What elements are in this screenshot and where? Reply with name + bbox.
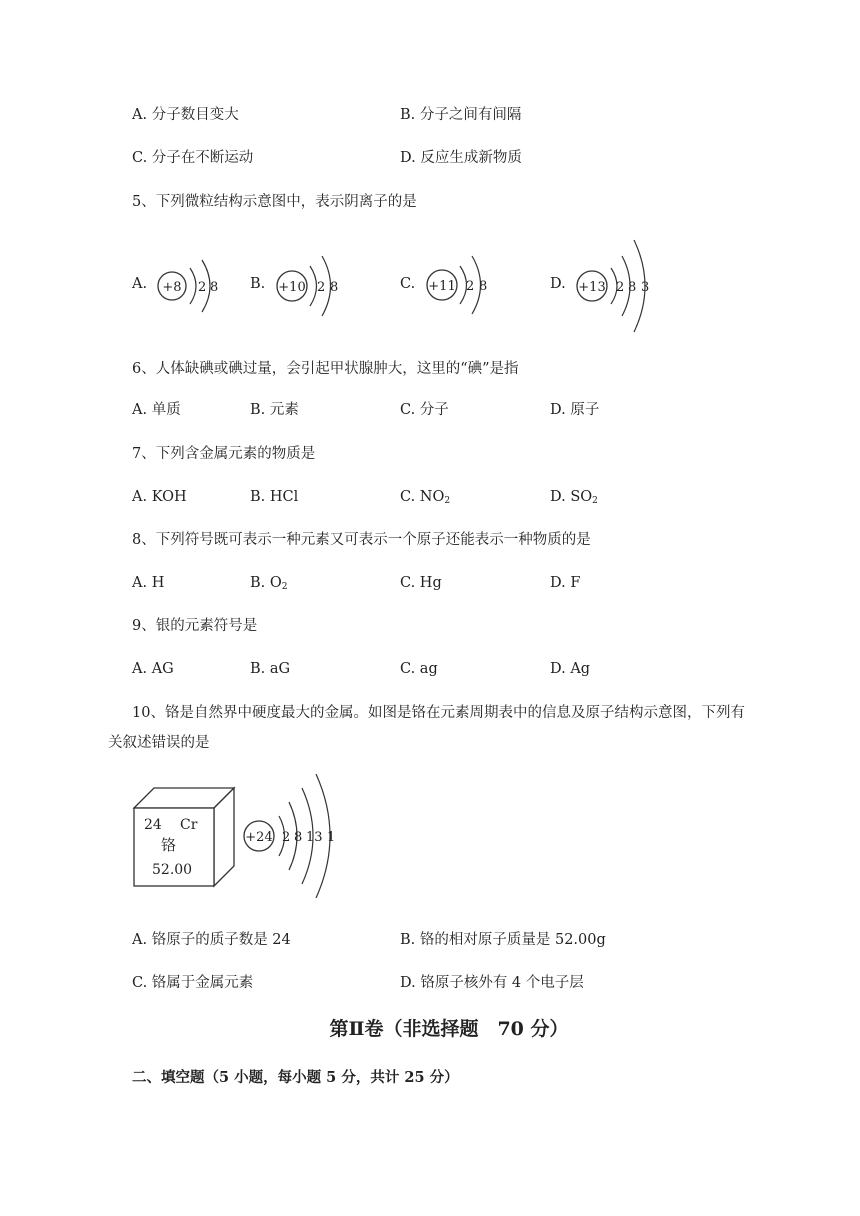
shell-1-count: 2	[198, 280, 207, 295]
electron-shell-1	[190, 268, 196, 304]
atomic-number: 24	[144, 817, 162, 833]
q8-option-d: D. F	[550, 575, 581, 591]
nucleus-charge: +8	[162, 280, 182, 295]
q5-option-c-letter: C.	[400, 276, 416, 292]
q4-option-d: D. 反应生成新物质	[400, 150, 522, 166]
q7-stem: 7、下列含金属元素的物质是	[132, 446, 316, 462]
q5-option-d-diagram	[574, 234, 664, 342]
q10-option-d: D. 铬原子核外有 4 个电子层	[400, 975, 584, 991]
q10-stem-line2: 关叙述错误的是	[108, 735, 210, 751]
q6-option-b: B. 元素	[250, 402, 299, 418]
q5-option-b-diagram	[272, 250, 352, 326]
q5-option-d-letter: D.	[550, 276, 566, 292]
nucleus-charge: +11	[428, 279, 456, 294]
q8-option-b-text: B. O	[250, 575, 282, 591]
shell-1-count: 2	[616, 280, 625, 295]
q5-option-c-diagram	[422, 250, 502, 326]
q4-option-b: B. 分子之间有间隔	[400, 107, 522, 123]
shell-3-count: 13	[306, 830, 323, 845]
q7-option-d-subscript: 2	[592, 496, 598, 506]
q8-option-c: C. Hg	[400, 575, 442, 591]
q7-option-a: A. KOH	[132, 489, 187, 505]
q10-stem-line1: 10、铬是自然界中硬度最大的金属。如图是铬在元素周期表中的信息及原子结构示意图，下列有	[132, 705, 745, 721]
q9-option-c: C. ag	[400, 661, 438, 677]
q8-option-a: A. H	[132, 575, 165, 591]
q7-option-c-subscript: 2	[444, 496, 451, 506]
shell-1-count: 2	[317, 280, 326, 295]
electron-shell-1	[310, 266, 317, 306]
shell-2-count: 8	[628, 280, 637, 295]
q10-option-c: C. 铬属于金属元素	[132, 975, 254, 991]
q4-option-a: A. 分子数目变大	[132, 107, 239, 123]
q10-option-b: B. 铬的相对原子质量是 52.00g	[400, 932, 606, 948]
q6-stem: 6、人体缺碘或碘过量，会引起甲状腺肿大，这里的“碘”是指	[132, 361, 519, 377]
shell-1-count: 2	[466, 279, 475, 294]
q8-option-b	[250, 573, 288, 597]
nucleus-charge: +10	[278, 280, 306, 295]
shell-1-count: 2	[282, 830, 291, 845]
q7-option-b: B. HCl	[250, 489, 299, 505]
q6-option-c: C. 分子	[400, 402, 449, 418]
part-2-heading: 二、填空题（5 小题，每小题 5 分，共计 25 分）	[132, 1069, 459, 1086]
q4-option-c: C. 分子在不断运动	[132, 150, 254, 166]
shell-2-count: 8	[294, 830, 303, 845]
nucleus-charge: +24	[245, 830, 273, 845]
q8-stem: 8、下列符号既可表示一种元素又可表示一个原子还能表示一种物质的是	[132, 532, 591, 548]
shell-2-count: 8	[479, 279, 488, 294]
q7-option-c-text: C. NO	[400, 489, 445, 505]
q7-option-c	[400, 487, 450, 511]
q9-option-b: B. aG	[250, 661, 291, 677]
cr-atom-diagram	[242, 770, 352, 906]
q9-option-d: D. Ag	[550, 661, 591, 677]
shell-2-count: 8	[330, 280, 339, 295]
shell-4-count: 1	[327, 830, 336, 845]
q6-option-d: D. 原子	[550, 402, 600, 418]
shell-2-count: 8	[210, 280, 219, 295]
q5-option-b-letter: B.	[250, 276, 266, 292]
section-2-title: 第Ⅱ卷（非选择题 70 分）	[329, 1018, 569, 1040]
q7-option-d	[550, 487, 598, 511]
element-symbol: Cr	[180, 817, 198, 833]
q5-option-a-letter: A.	[132, 276, 148, 292]
q6-option-a: A. 单质	[132, 402, 181, 418]
shell-3-count: 3	[641, 280, 650, 295]
q9-option-a: A. AG	[132, 661, 174, 677]
q9-stem: 9、银的元素符号是	[132, 618, 258, 634]
q7-option-d-text: D. SO	[550, 489, 593, 505]
q5-option-a-diagram	[154, 252, 234, 326]
q8-option-b-subscript: 2	[281, 582, 288, 592]
atomic-mass: 52.00	[152, 862, 193, 878]
nucleus-charge: +13	[578, 280, 606, 295]
element-name: 铬	[161, 836, 177, 854]
q5-stem: 5、下列微粒结构示意图中，表示阴离子的是	[132, 194, 417, 210]
element-tile-cr	[132, 786, 240, 892]
q10-option-a: A. 铬原子的质子数是 24	[132, 932, 291, 948]
